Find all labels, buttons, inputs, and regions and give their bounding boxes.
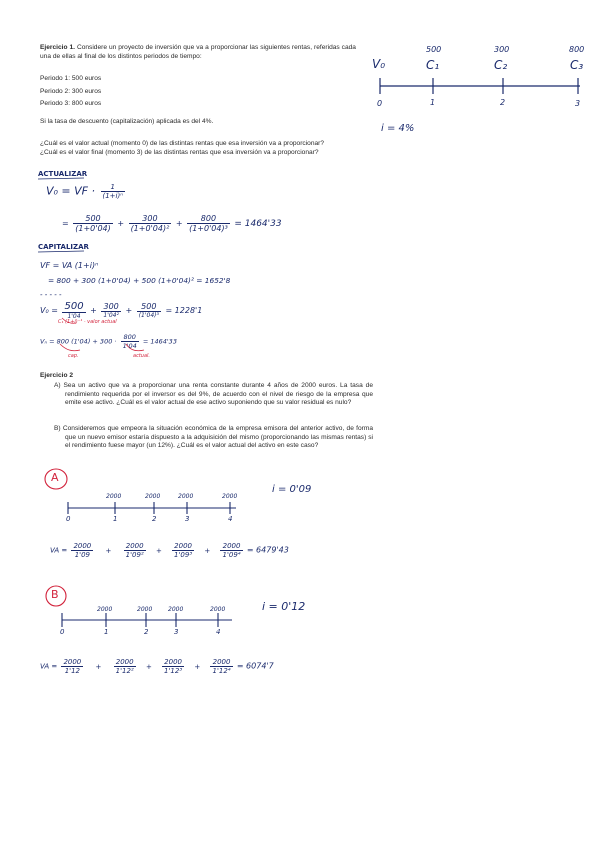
partB-amount-4: 2000 — [210, 606, 226, 613]
capitalizar-formula: VF = VA (1+i)ⁿ — [40, 261, 99, 270]
question-2: ¿Cuál es el valor final (momento 3) de las distintas rentas que esa inversión va a proporcionar? — [40, 148, 319, 156]
partB-plus-3: + — [194, 662, 201, 671]
actualizar-label: ACTUALIZAR — [38, 170, 88, 178]
ejercicio2-item-a-marker: A) — [54, 382, 61, 389]
capitalizar-label: CAPITALIZAR — [38, 243, 89, 251]
alt2-frac-den: 1'04 — [122, 342, 137, 350]
actualizar-term-2-den: (1+0'04)² — [130, 224, 170, 233]
actualizar-term-3-den: (1+0'04)³ — [189, 224, 228, 233]
badgeA-label: A — [51, 471, 59, 484]
partA-term-4-den: 1'09⁴ — [222, 551, 241, 559]
capitalizar-expansion: = 800 + 300 (1+0'04) + 500 (1+0'04)² = 1652'8 — [48, 276, 231, 285]
alt1-plus-1: + — [90, 306, 97, 315]
actualizar-formula-den: (1+i)ⁿ — [102, 192, 124, 200]
actualizar-result: = 1464'33 — [234, 219, 282, 229]
timeline1-capital-0: V₀ — [372, 57, 386, 71]
capitalizar-underline — [38, 251, 84, 252]
actualizar-plus-2: + — [175, 219, 183, 228]
partA-result: = 6479'43 — [246, 545, 289, 555]
partB-term-4-den: 1'12⁴ — [212, 667, 231, 675]
capitalizar-alt2 — [40, 333, 177, 350]
actualizar-formula-lhs: V₀ = VF · — [46, 184, 95, 198]
timeline1-rate: i = 4% — [381, 123, 415, 134]
partB-tick-3: 3 — [174, 628, 179, 636]
partA-tick-2: 2 — [152, 515, 157, 523]
partB-lhs: VA = — [40, 662, 58, 671]
ejercicio2-item-b-marker: B) — [54, 425, 61, 432]
actualizar-formula-num: 1 — [101, 183, 126, 192]
alt1-term-3-den: (1'04)³ — [138, 312, 159, 319]
question-1: ¿Cuál es el valor actual (momento 0) de las distintas rentas que esa inversión va a proporcionar? — [40, 140, 325, 147]
partB-plus-2: + — [145, 662, 152, 671]
partA-plus-2: + — [155, 546, 162, 555]
partA-term-1-num: 2000 — [73, 542, 92, 550]
partB-term-3-num: 2000 — [162, 658, 184, 667]
partA-tick-1: 1 — [113, 515, 118, 523]
ejercicio2-item-a — [54, 382, 373, 408]
partA-term-2-num: 2000 — [124, 542, 146, 551]
alt1-note: C₁ (1+i)⁻¹ · valor actual — [58, 319, 117, 325]
partB-tick-1: 1 — [104, 628, 109, 636]
partA-term-4-num: 2000 — [220, 542, 242, 551]
partB-amount-1: 2000 — [97, 606, 113, 613]
alt1-term-1-den: 1'04 — [67, 313, 81, 320]
actualizar-term-1-den: (1+0'04) — [75, 224, 111, 233]
partB-term-2-num: 2000 — [114, 658, 136, 667]
ejercicio1-title: Ejercicio 1. — [40, 44, 75, 51]
ejercicio1-intro-text: Considere un proyecto de inversión que va a proporcionar las siguientes rentas, referidas cada una de ellas al final de los distintos periodos de tiempo: — [40, 44, 356, 60]
partA-amount-4: 2000 — [222, 493, 238, 500]
partA-amount-3: 2000 — [178, 493, 194, 500]
alt2-frac-num: 800 — [121, 333, 139, 342]
alt1-term-1-num: 500 — [64, 301, 84, 312]
alt2-result: = 1464'33 — [142, 337, 177, 346]
partB-term-1-num: 2000 — [63, 658, 82, 666]
actualizar-plus-1: + — [117, 219, 125, 228]
timeline1-amount-1: 500 — [426, 45, 442, 54]
timeline1-amount-3: 800 — [569, 45, 585, 54]
partB-rate: i = 0'12 — [262, 600, 306, 613]
alt1-plus-2: + — [125, 306, 133, 315]
alt2-note-left: cap. — [68, 353, 79, 359]
period-1: Periodo 1: 500 euros — [40, 75, 102, 82]
partA-formula — [50, 542, 289, 559]
actualizar-formula — [46, 183, 127, 200]
partA-lhs: VA = — [50, 546, 68, 555]
partB-result: = 6074'7 — [236, 661, 274, 671]
actualizar-underline — [38, 178, 84, 179]
ejercicio2-item-a-text: Sea un activo que va a proporcionar una renta constante durante 4 años de 2000 euros. La tasa de rendimiento requerida por el inversor es del 9%, de acuerdo con el nivel de riesgo de la empresa que emite ese activo. ¿Cuál es el valor actual de ese activo suponiendo que su valor residual es nulo? — [63, 382, 373, 407]
ejercicio2-title-text: Ejercicio 2 — [40, 372, 73, 379]
timeline1-tick-label-1: 1 — [430, 98, 436, 107]
alt1-term-2-num: 300 — [101, 302, 121, 312]
partB-formula — [40, 658, 274, 675]
timeline1-tick-label-3: 3 — [575, 99, 581, 108]
partB-amount-3: 2000 — [168, 606, 184, 613]
partA-amount-2: 2000 — [145, 493, 161, 500]
capitalizar-alt1-lhs: V₀ = — [40, 306, 58, 315]
partA-term-2-den: 1'09² — [125, 551, 144, 559]
capitalizar-alt2-lhs: Vₙ = 800 (1'04) + 300 · — [40, 337, 117, 346]
alt2-note-right: actual. — [133, 353, 150, 359]
ejercicio2-title — [40, 372, 73, 381]
capitalizar-dashes: - - - - - — [40, 291, 62, 299]
rate-text: Si la tasa de descuento (capitalización) aplicada es del 4%. — [40, 118, 214, 125]
partA-plus-1: + — [105, 546, 112, 555]
ejercicio2-item-b-text: Consideremos que empeora la situación económica de la empresa emisora del anterior activo, de forma que un nuevo emisor estaría dispuesto a la adquisición del mismo (proporcionando las mismas rentas) si el rendimiento fuese mayor (un 12%). ¿Cuál es el valor actual del activo en este caso? — [62, 425, 373, 450]
partA-term-1-den: 1'09 — [74, 551, 90, 559]
timeline1-capital-2: C₂ — [494, 58, 508, 72]
partA-rate: i = 0'09 — [272, 484, 312, 495]
actualizar-term-3-num: 800 — [187, 214, 230, 224]
alt1-term-2-den: 1'04² — [103, 312, 119, 319]
timeline1-capital-1: C₁ — [426, 58, 440, 72]
partB-tick-0: 0 — [60, 628, 65, 636]
partB-plus-1: + — [95, 662, 102, 671]
actualizar-eq-prefix: = — [62, 219, 69, 228]
partA-plus-3: + — [204, 546, 211, 555]
partB-term-1-den: 1'12 — [64, 667, 80, 675]
alt1-result: = 1228'1 — [165, 306, 203, 315]
partA-tick-4: 4 — [228, 515, 233, 523]
timeline1-tick-label-2: 2 — [500, 98, 506, 107]
timeline1-tick-label-0: 0 — [377, 99, 383, 108]
period-3: Periodo 3: 800 euros — [40, 100, 102, 108]
actualizar-term-2-num: 300 — [129, 214, 172, 224]
actualizar-term-1-num: 500 — [73, 214, 113, 224]
partB-term-4-num: 2000 — [210, 658, 232, 667]
partB-tick-2: 2 — [144, 628, 149, 636]
capitalizar-alt1 — [40, 301, 202, 320]
timeline1-amount-2: 300 — [494, 45, 510, 54]
partB-tick-4: 4 — [216, 628, 221, 636]
alt1-term-3-num: 500 — [137, 302, 161, 312]
partA-tick-3: 3 — [185, 515, 190, 523]
partA-amount-1: 2000 — [106, 493, 122, 500]
ejercicio2-item-b — [54, 425, 373, 451]
partB-term-3-den: 1'12³ — [164, 667, 183, 675]
timeline1-capital-3: C₃ — [570, 58, 584, 72]
partB-amount-2: 2000 — [137, 606, 153, 613]
actualizar-expansion — [62, 214, 282, 233]
period-2: Periodo 2: 300 euros — [40, 87, 102, 95]
partA-term-3-num: 2000 — [172, 542, 194, 551]
badgeB-label: B — [51, 588, 59, 601]
partA-term-3-den: 1'09³ — [174, 551, 193, 559]
partA-tick-0: 0 — [66, 515, 71, 523]
partB-term-2-den: 1'12² — [115, 667, 134, 675]
